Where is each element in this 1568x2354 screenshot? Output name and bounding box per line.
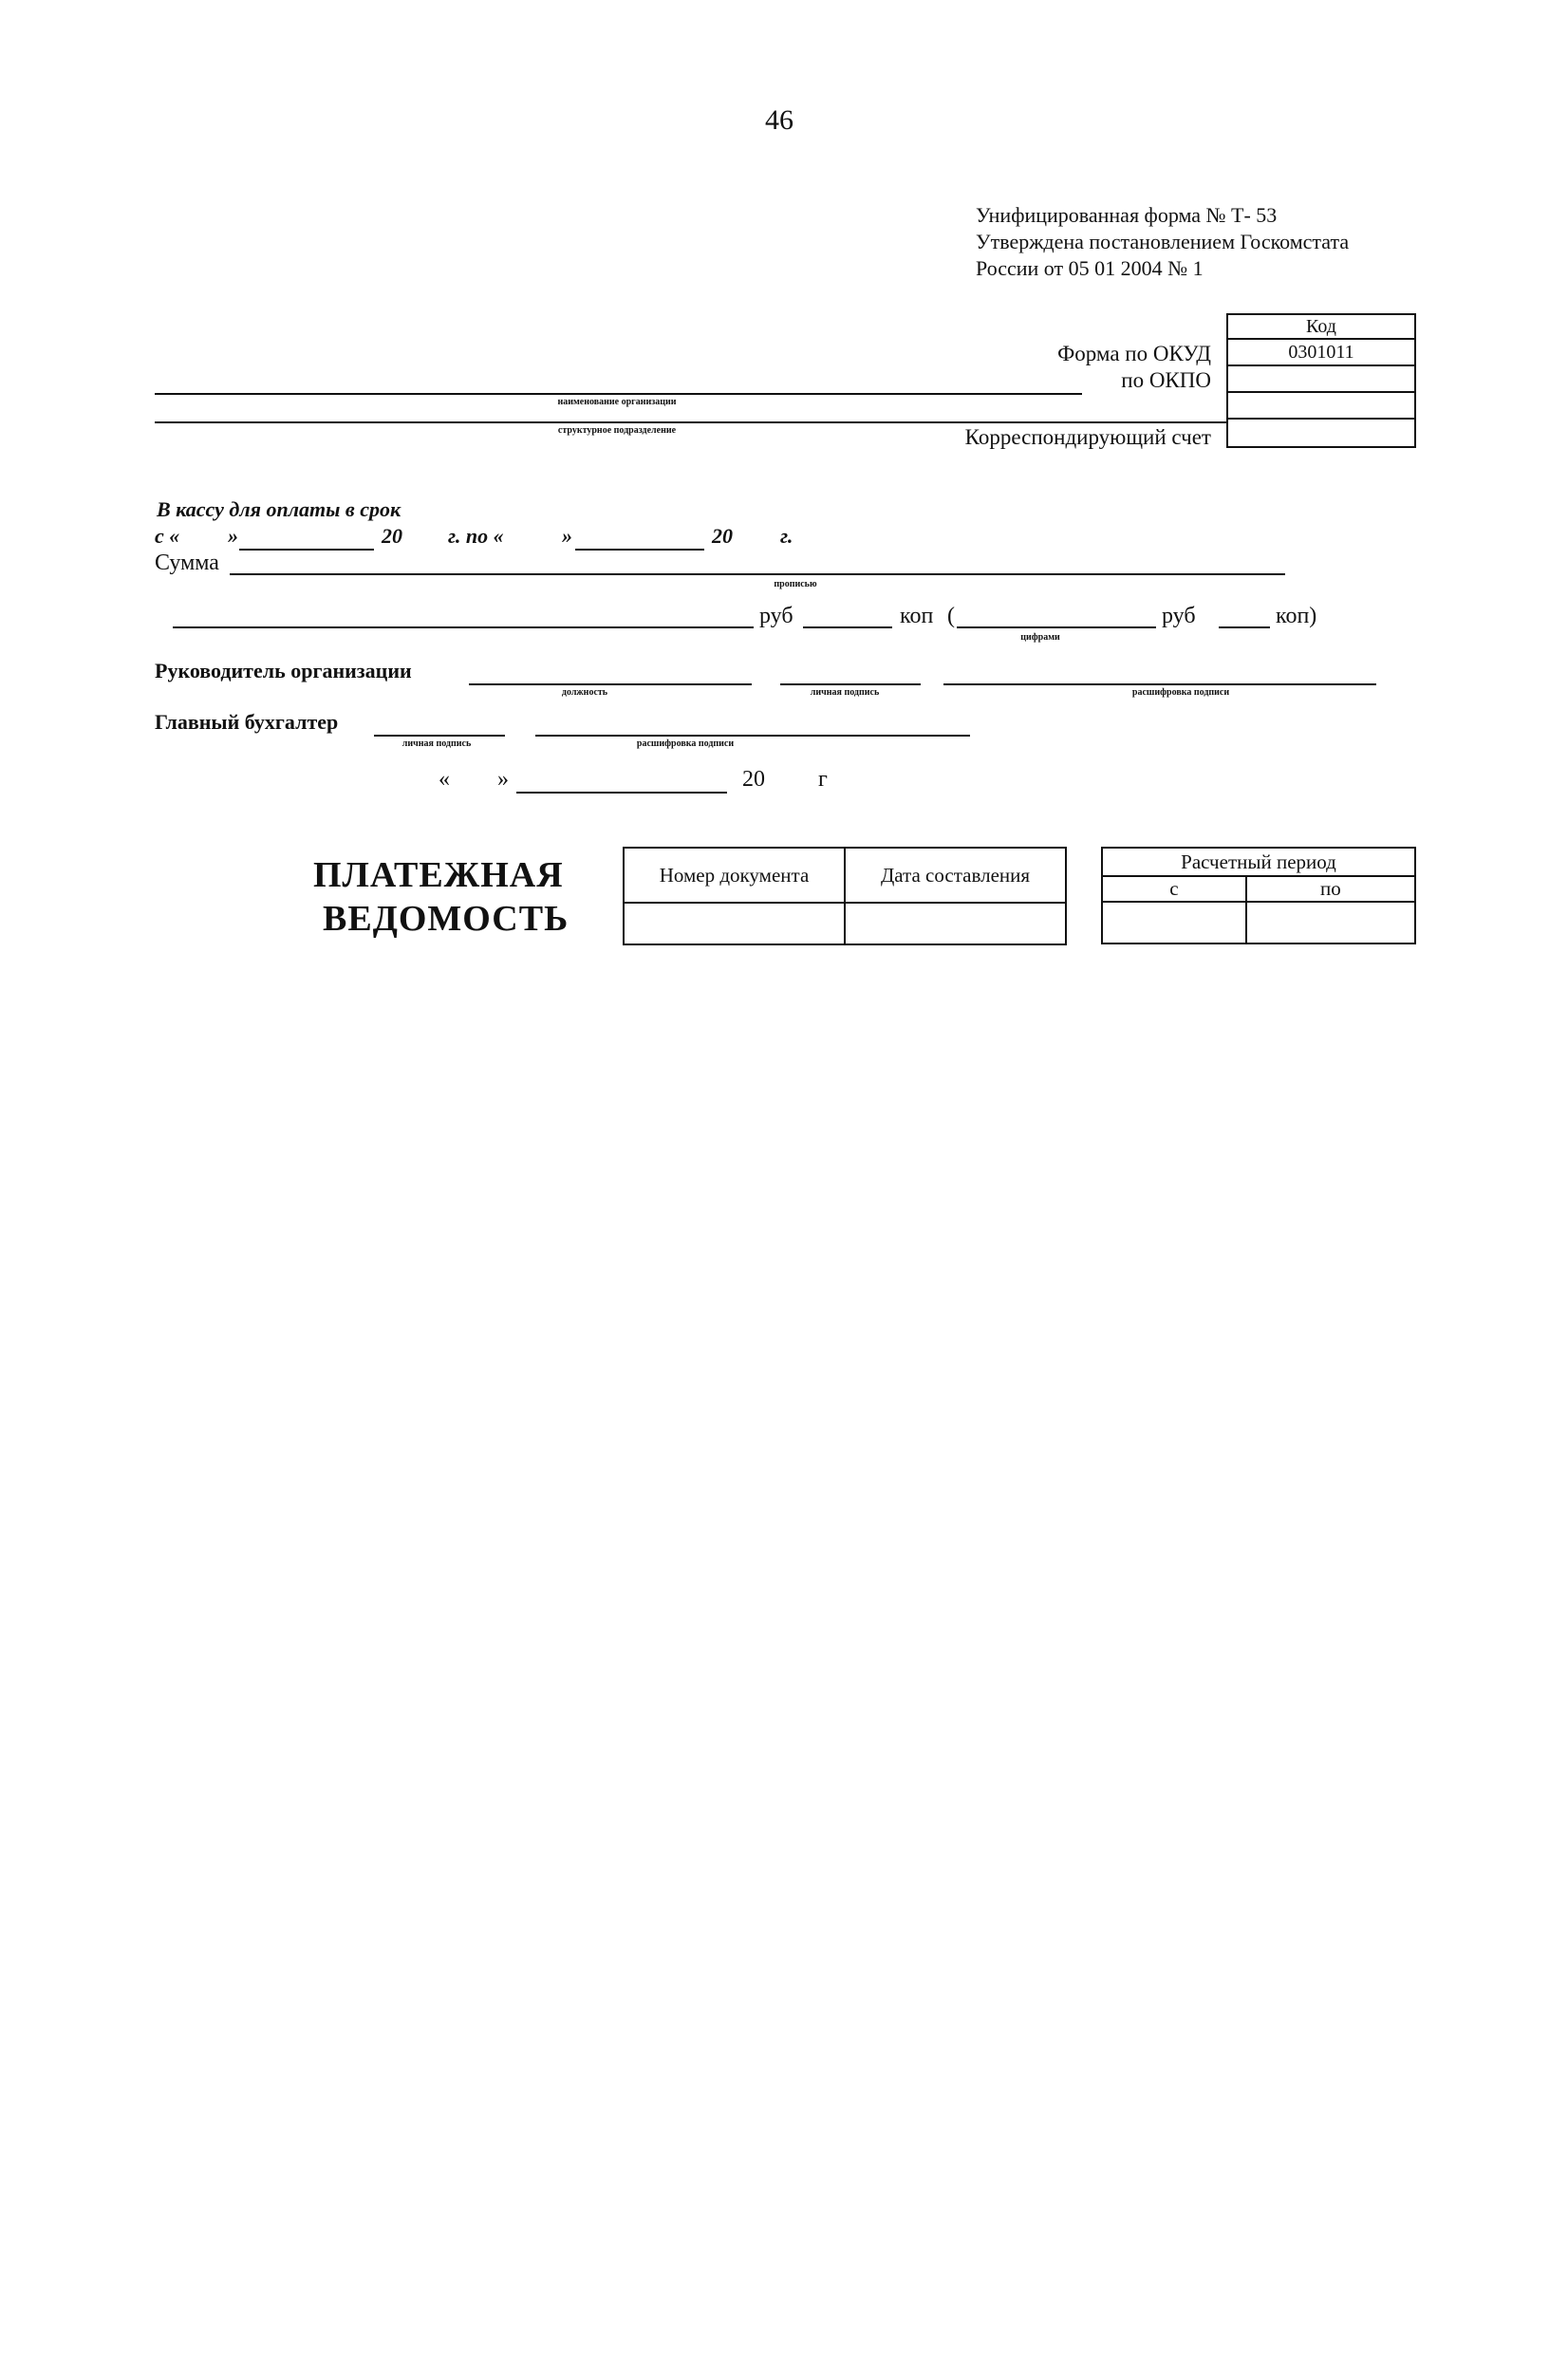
period-table xyxy=(1101,847,1416,944)
form-header-line2: Утверждена постановлением Госкомстата xyxy=(976,230,1350,253)
accountant-decode-caption: расшифровка подписи xyxy=(636,738,735,749)
doc-date-value[interactable] xyxy=(845,903,1066,944)
okud-value[interactable]: 0301011 xyxy=(1227,339,1415,365)
from-year-prefix: 20 xyxy=(382,524,402,548)
date-month-field[interactable] xyxy=(516,792,727,794)
org-name-line[interactable] xyxy=(155,393,1082,395)
page-number: 46 xyxy=(765,104,793,136)
head-position-caption: должность xyxy=(561,687,608,698)
doc-date-header: Дата составления xyxy=(845,848,1066,903)
sum-digits-caption: цифрами xyxy=(1020,632,1060,643)
rub-label-2: руб xyxy=(1162,604,1196,628)
kop-field[interactable] xyxy=(803,626,892,628)
head-decode-field[interactable] xyxy=(943,683,1376,685)
from-month-field[interactable] xyxy=(239,549,374,551)
document-title-line2: ВЕДОМОСТЬ xyxy=(323,899,569,939)
period-header: Расчетный период xyxy=(1102,848,1415,876)
date-year-prefix: 20 xyxy=(742,767,765,792)
okpo-value[interactable] xyxy=(1227,365,1415,392)
rub-label: руб xyxy=(759,604,793,628)
code-header: Код xyxy=(1227,314,1415,339)
kop-label: коп xyxy=(900,604,934,628)
period-to-value[interactable] xyxy=(1246,902,1415,943)
to-year-suffix: г. xyxy=(780,524,793,548)
from-quote-close: » xyxy=(228,524,238,548)
accountant-decode-field[interactable] xyxy=(535,735,970,737)
document-title-line1: ПЛАТЕЖНАЯ xyxy=(313,855,564,895)
okpo-label: по ОКПО xyxy=(1121,368,1211,392)
payment-title: В кассу для оплаты в срок xyxy=(157,497,401,521)
sum-digits-field[interactable] xyxy=(957,626,1156,628)
head-decode-caption: расшифровка подписи xyxy=(1131,687,1230,698)
date-open: « xyxy=(439,767,450,792)
sum-words-caption: прописью xyxy=(774,579,817,589)
document-number-table xyxy=(623,847,1067,945)
head-signature-caption: личная подпись xyxy=(810,687,880,698)
kop-close-label: коп) xyxy=(1276,604,1317,628)
doc-number-header: Номер документа xyxy=(624,848,845,903)
period-from-value[interactable] xyxy=(1102,902,1246,943)
code-box xyxy=(1226,313,1416,448)
account-label: Корреспондирующий счет xyxy=(964,425,1211,449)
to-prefix: г. по « xyxy=(448,524,504,548)
head-signature-field[interactable] xyxy=(780,683,921,685)
org-name-caption: наименование организации xyxy=(557,397,677,407)
head-position-field[interactable] xyxy=(469,683,752,685)
accountant-label: Главный бухгалтер xyxy=(155,710,339,734)
subdivision-caption: структурное подразделение xyxy=(557,425,677,436)
period-from-header: с xyxy=(1102,876,1246,902)
sum-label: Сумма xyxy=(155,551,219,575)
period-to-header: по xyxy=(1246,876,1415,902)
subdivision-line[interactable] xyxy=(155,421,1226,423)
accountant-signature-caption: личная подпись xyxy=(401,738,472,749)
sum-words-field-2[interactable] xyxy=(173,626,754,628)
to-quote-close: » xyxy=(562,524,572,548)
code-extra-value[interactable] xyxy=(1227,392,1415,419)
form-header-line3: России от 05 01 2004 № 1 xyxy=(976,256,1204,280)
form-header-line1: Унифицированная форма № Т- 53 xyxy=(976,203,1278,227)
date-close: » xyxy=(497,767,509,792)
okud-label: Форма по ОКУД xyxy=(1057,342,1211,365)
head-label: Руководитель организации xyxy=(155,659,412,682)
kop-digits-field[interactable] xyxy=(1219,626,1270,628)
doc-number-value[interactable] xyxy=(624,903,845,944)
from-prefix: с « xyxy=(155,524,180,548)
paren-open: ( xyxy=(947,604,955,628)
to-year-prefix: 20 xyxy=(712,524,733,548)
date-suffix: г xyxy=(818,767,828,792)
sum-words-field[interactable] xyxy=(230,573,1285,575)
accountant-signature-field[interactable] xyxy=(374,735,505,737)
to-month-field[interactable] xyxy=(575,549,704,551)
account-value[interactable] xyxy=(1227,419,1415,447)
